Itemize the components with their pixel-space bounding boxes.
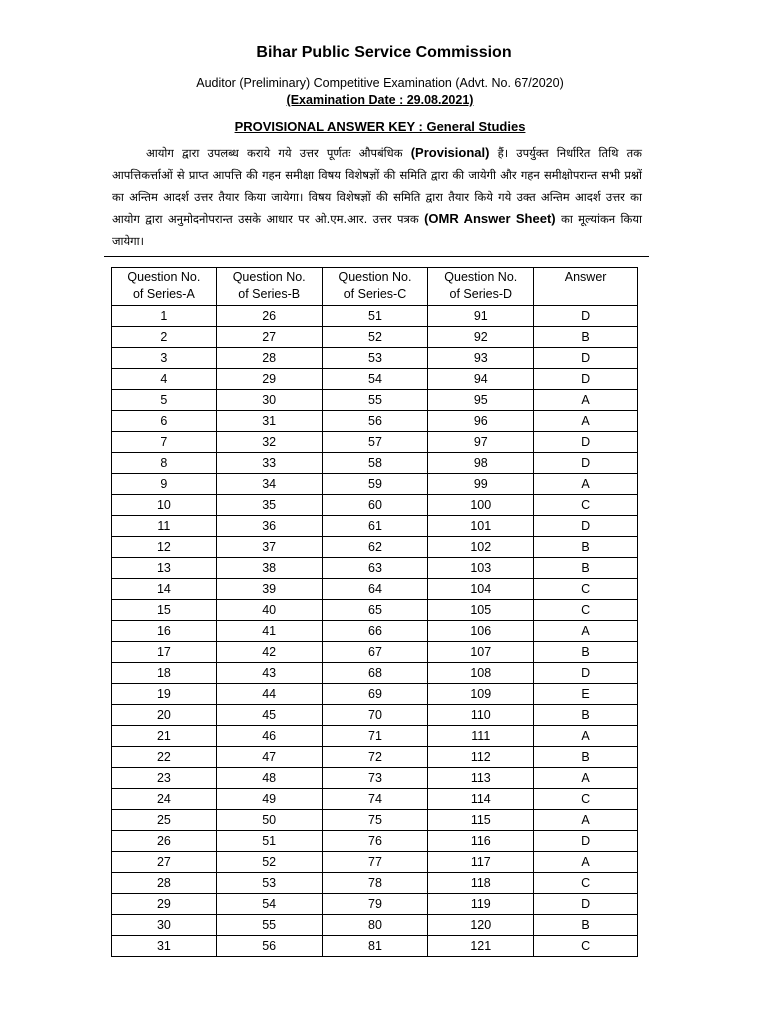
cell-answer: B (534, 537, 638, 558)
cell-series-d: 110 (428, 705, 534, 726)
cell-series-c: 56 (322, 411, 428, 432)
cell-series-c: 60 (322, 495, 428, 516)
cell-series-a: 15 (112, 600, 217, 621)
cell-series-c: 59 (322, 474, 428, 495)
cell-answer: B (534, 705, 638, 726)
table-row (112, 810, 638, 831)
cell-answer: D (534, 894, 638, 915)
cell-series-c: 64 (322, 579, 428, 600)
cell-series-c: 76 (322, 831, 428, 852)
cell-series-a: 13 (112, 558, 217, 579)
answer-key-table (111, 267, 638, 957)
cell-series-b: 42 (216, 642, 322, 663)
cell-series-d: 113 (428, 768, 534, 789)
table-row (112, 894, 638, 915)
cell-series-b: 32 (216, 432, 322, 453)
cell-answer: A (534, 852, 638, 873)
cell-series-c: 80 (322, 915, 428, 936)
cell-answer: A (534, 474, 638, 495)
table-row (112, 516, 638, 537)
cell-series-b: 29 (216, 369, 322, 390)
table-row (112, 768, 638, 789)
cell-answer: C (534, 936, 638, 957)
cell-series-c: 70 (322, 705, 428, 726)
table-row (112, 705, 638, 726)
cell-answer: D (534, 453, 638, 474)
cell-series-b: 26 (216, 306, 322, 327)
cell-series-d: 118 (428, 873, 534, 894)
cell-series-b: 36 (216, 516, 322, 537)
cell-series-d: 114 (428, 789, 534, 810)
cell-answer: A (534, 621, 638, 642)
cell-series-c: 81 (322, 936, 428, 957)
table-row (112, 537, 638, 558)
cell-series-b: 35 (216, 495, 322, 516)
column-header-line1: Question No. (338, 270, 412, 284)
cell-series-d: 92 (428, 327, 534, 348)
table-row (112, 411, 638, 432)
cell-answer: B (534, 642, 638, 663)
table-row (112, 600, 638, 621)
cell-series-c: 78 (322, 873, 428, 894)
cell-series-a: 17 (112, 642, 217, 663)
cell-answer: A (534, 768, 638, 789)
cell-series-b: 56 (216, 936, 322, 957)
cell-series-d: 109 (428, 684, 534, 705)
cell-series-d: 108 (428, 663, 534, 684)
cell-series-b: 34 (216, 474, 322, 495)
cell-series-a: 14 (112, 579, 217, 600)
cell-series-b: 50 (216, 810, 322, 831)
column-header-series-c (322, 268, 428, 306)
cell-series-a: 5 (112, 390, 217, 411)
cell-series-b: 46 (216, 726, 322, 747)
org-title: Bihar Public Service Commission (256, 44, 512, 61)
answer-key-heading (0, 119, 760, 134)
cell-series-c: 55 (322, 390, 428, 411)
cell-answer: D (534, 831, 638, 852)
cell-series-a: 22 (112, 747, 217, 768)
cell-series-d: 121 (428, 936, 534, 957)
cell-series-d: 97 (428, 432, 534, 453)
cell-series-c: 72 (322, 747, 428, 768)
cell-series-a: 8 (112, 453, 217, 474)
table-row (112, 642, 638, 663)
column-header-line2: of Series-B (238, 287, 301, 301)
cell-series-a: 9 (112, 474, 217, 495)
cell-series-a: 7 (112, 432, 217, 453)
table-row (112, 390, 638, 411)
cell-series-b: 40 (216, 600, 322, 621)
column-header-line1: Question No. (232, 270, 306, 284)
exam-date-line (0, 93, 760, 107)
cell-series-b: 48 (216, 768, 322, 789)
cell-series-c: 67 (322, 642, 428, 663)
table-row (112, 348, 638, 369)
cell-series-d: 98 (428, 453, 534, 474)
cell-series-a: 26 (112, 831, 217, 852)
table-row (112, 453, 638, 474)
cell-series-b: 30 (216, 390, 322, 411)
cell-series-d: 101 (428, 516, 534, 537)
cell-series-d: 112 (428, 747, 534, 768)
notice-text-2: हैं। उपर्युक्त निर्धारित तिथि तक आपत्तिकर्त्ताओं से प्राप्त आपत्ति की गहन समीक्षा विषय विशेषज्ञों की समिति द्वारा की जायेगी और गहन समीक्षोपरान्त सभी प्रश्नों का अन्तिम आदर्श उत्तर तैयार किया जायेगा। विषय विशेषज्ञों की समिति द्वारा तैयार किये गये उक्त अन्तिम आदर्श उत्तर का आयोग द्वारा अनुमोदनोपरान्त उसके आधार पर ओ.एम.आर. उत्तर पत्रक (112, 146, 642, 226)
cell-answer: C (534, 873, 638, 894)
cell-series-b: 44 (216, 684, 322, 705)
answer-key-title: PROVISIONAL ANSWER KEY : General Studies (234, 119, 526, 134)
table-header-row (112, 268, 638, 306)
cell-answer: B (534, 327, 638, 348)
cell-series-d: 96 (428, 411, 534, 432)
cell-series-a: 11 (112, 516, 217, 537)
table-row (112, 915, 638, 936)
column-header-line1: Question No. (127, 270, 201, 284)
cell-answer: E (534, 684, 638, 705)
cell-series-a: 21 (112, 726, 217, 747)
table-row (112, 558, 638, 579)
cell-answer: A (534, 411, 638, 432)
table-row (112, 579, 638, 600)
table-row (112, 432, 638, 453)
table-row (112, 474, 638, 495)
cell-series-a: 27 (112, 852, 217, 873)
cell-series-a: 4 (112, 369, 217, 390)
cell-series-b: 55 (216, 915, 322, 936)
cell-series-b: 53 (216, 873, 322, 894)
cell-series-b: 43 (216, 663, 322, 684)
cell-series-b: 28 (216, 348, 322, 369)
cell-series-d: 116 (428, 831, 534, 852)
cell-series-c: 61 (322, 516, 428, 537)
table-row (112, 621, 638, 642)
cell-series-d: 91 (428, 306, 534, 327)
cell-series-d: 111 (428, 726, 534, 747)
cell-series-b: 54 (216, 894, 322, 915)
column-header-answer (534, 268, 638, 306)
cell-series-d: 105 (428, 600, 534, 621)
table-row (112, 369, 638, 390)
cell-series-c: 51 (322, 306, 428, 327)
cell-series-c: 66 (322, 621, 428, 642)
cell-series-b: 51 (216, 831, 322, 852)
cell-series-d: 95 (428, 390, 534, 411)
table-row (112, 327, 638, 348)
table-row (112, 663, 638, 684)
table-row (112, 831, 638, 852)
cell-series-d: 120 (428, 915, 534, 936)
cell-series-d: 117 (428, 852, 534, 873)
cell-series-b: 31 (216, 411, 322, 432)
cell-series-d: 115 (428, 810, 534, 831)
cell-series-a: 12 (112, 537, 217, 558)
cell-answer: D (534, 432, 638, 453)
cell-series-a: 23 (112, 768, 217, 789)
cell-series-a: 24 (112, 789, 217, 810)
cell-series-d: 107 (428, 642, 534, 663)
cell-series-b: 27 (216, 327, 322, 348)
notice-provisional: (Provisional) (410, 145, 490, 160)
cell-series-c: 54 (322, 369, 428, 390)
table-row (112, 936, 638, 957)
exam-date: (Examination Date : 29.08.2021) (286, 93, 474, 107)
notice-text-1: आयोग द्वारा उपलब्ध कराये गये उत्तर पूर्णतः औपबंधिक (146, 146, 411, 160)
cell-series-c: 69 (322, 684, 428, 705)
cell-series-c: 75 (322, 810, 428, 831)
cell-series-c: 73 (322, 768, 428, 789)
column-header-line1: Answer (564, 270, 607, 284)
cell-series-c: 77 (322, 852, 428, 873)
notice-text-3: का मूल्यांकन किया जायेगा। (112, 212, 642, 248)
cell-series-c: 79 (322, 894, 428, 915)
cell-series-b: 39 (216, 579, 322, 600)
cell-answer: D (534, 516, 638, 537)
cell-series-a: 30 (112, 915, 217, 936)
table-row (112, 789, 638, 810)
cell-series-d: 100 (428, 495, 534, 516)
table-row (112, 495, 638, 516)
cell-series-c: 65 (322, 600, 428, 621)
cell-answer: C (534, 579, 638, 600)
cell-series-c: 71 (322, 726, 428, 747)
cell-series-d: 99 (428, 474, 534, 495)
cell-series-c: 68 (322, 663, 428, 684)
cell-answer: C (534, 495, 638, 516)
column-header-line2: of Series-A (132, 287, 195, 301)
cell-series-b: 41 (216, 621, 322, 642)
table-row (112, 747, 638, 768)
cell-series-a: 3 (112, 348, 217, 369)
cell-series-c: 63 (322, 558, 428, 579)
cell-series-a: 6 (112, 411, 217, 432)
cell-series-b: 52 (216, 852, 322, 873)
cell-series-a: 29 (112, 894, 217, 915)
cell-series-a: 28 (112, 873, 217, 894)
column-header-series-b (216, 268, 322, 306)
cell-series-d: 103 (428, 558, 534, 579)
cell-answer: B (534, 915, 638, 936)
cell-answer: D (534, 306, 638, 327)
cell-series-d: 102 (428, 537, 534, 558)
cell-series-b: 45 (216, 705, 322, 726)
cell-series-a: 19 (112, 684, 217, 705)
cell-series-a: 1 (112, 306, 217, 327)
cell-series-c: 57 (322, 432, 428, 453)
cell-series-a: 2 (112, 327, 217, 348)
column-header-series-a (112, 268, 217, 306)
cell-answer: C (534, 600, 638, 621)
notice-omr: (OMR Answer Sheet) (424, 211, 556, 226)
cell-series-b: 49 (216, 789, 322, 810)
table-body (112, 306, 638, 957)
column-header-line2: of Series-C (343, 287, 407, 301)
cell-answer: A (534, 810, 638, 831)
table-row (112, 726, 638, 747)
cell-series-a: 18 (112, 663, 217, 684)
cell-answer: A (534, 390, 638, 411)
cell-answer: D (534, 663, 638, 684)
notice-paragraph (112, 142, 642, 252)
cell-series-a: 20 (112, 705, 217, 726)
cell-series-b: 38 (216, 558, 322, 579)
column-header-series-d (428, 268, 534, 306)
cell-series-d: 104 (428, 579, 534, 600)
cell-answer: D (534, 369, 638, 390)
table-row (112, 684, 638, 705)
column-header-line1: Question No. (444, 270, 518, 284)
table-row (112, 852, 638, 873)
cell-series-c: 62 (322, 537, 428, 558)
cell-series-c: 53 (322, 348, 428, 369)
cell-series-d: 93 (428, 348, 534, 369)
cell-answer: D (534, 348, 638, 369)
table-row (112, 873, 638, 894)
cell-series-a: 10 (112, 495, 217, 516)
cell-series-a: 16 (112, 621, 217, 642)
cell-series-b: 47 (216, 747, 322, 768)
cell-series-c: 52 (322, 327, 428, 348)
cell-answer: A (534, 726, 638, 747)
table-row (112, 306, 638, 327)
cell-series-d: 94 (428, 369, 534, 390)
cell-series-a: 25 (112, 810, 217, 831)
cell-series-b: 33 (216, 453, 322, 474)
cell-series-b: 37 (216, 537, 322, 558)
cell-series-d: 106 (428, 621, 534, 642)
column-header-line2: of Series-D (449, 287, 513, 301)
cell-answer: B (534, 747, 638, 768)
cell-answer: C (534, 789, 638, 810)
cell-series-d: 119 (428, 894, 534, 915)
cell-series-c: 58 (322, 453, 428, 474)
cell-series-a: 31 (112, 936, 217, 957)
divider (104, 256, 649, 257)
cell-answer: B (534, 558, 638, 579)
cell-series-c: 74 (322, 789, 428, 810)
exam-title: Auditor (Preliminary) Competitive Examination (Advt. No. 67/2020) (196, 76, 564, 90)
